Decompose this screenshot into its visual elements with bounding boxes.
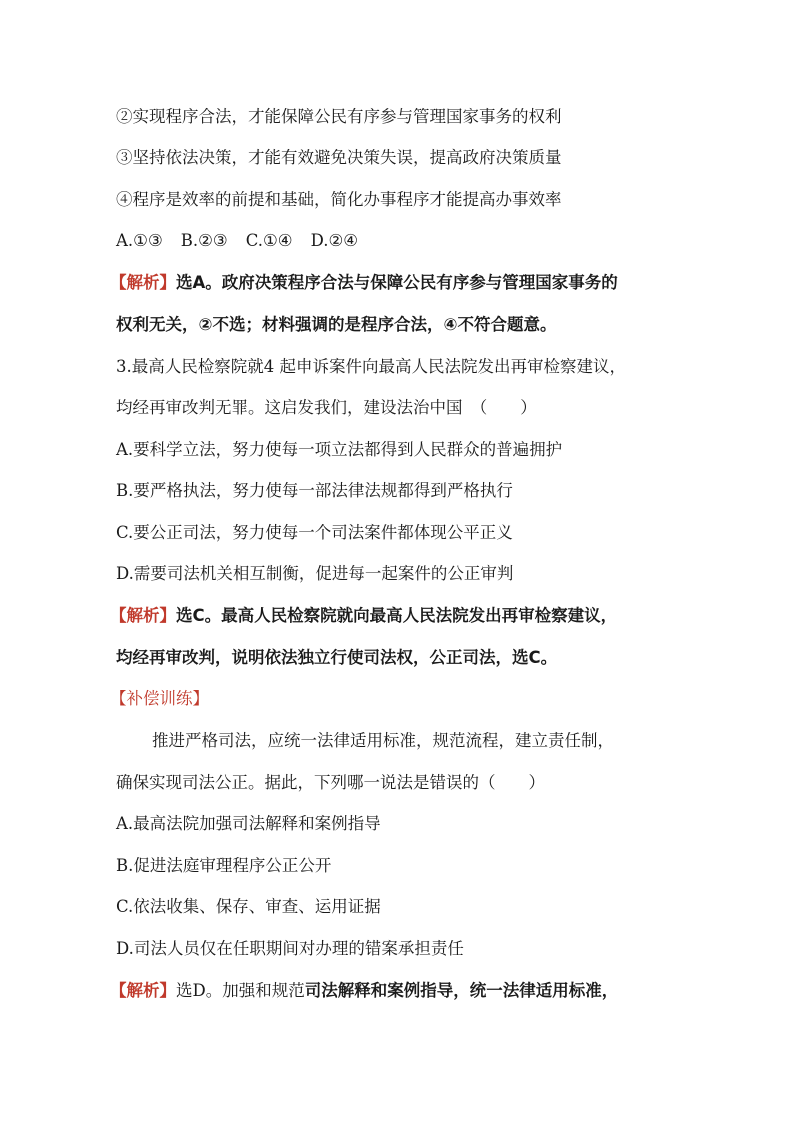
q3-option-c[interactable]: C.要公正司法，努力使每一个司法案件都体现公平正义 — [116, 523, 513, 542]
q2-options — [116, 230, 358, 252]
q2-option-c[interactable]: C.①④ — [245, 231, 293, 250]
q3-analysis-tag: 【解析】 — [110, 606, 176, 625]
supplement-option-c[interactable]: C.依法收集、保存、审查、运用证据 — [116, 897, 381, 916]
q3-option-a[interactable]: A.要科学立法，努力使每一项立法都得到人民群众的普遍拥护 — [116, 440, 563, 459]
q2-option-d[interactable]: D.②④ — [310, 231, 359, 250]
supplement-tag: 【补偿训练】 — [110, 689, 209, 708]
q3-option-d[interactable]: D.需要司法机关相互制衡，促进每一起案件的公正审判 — [116, 564, 514, 583]
q3-stem-line-1: 3.最高人民检察院就4 起申诉案件向最高人民法院发出再审检察建议， — [116, 357, 626, 376]
q3-stem-line-2: 均经再审改判无罪。这启发我们，建设法治中国 （ ） — [116, 398, 537, 417]
q2-item-4: ④程序是效率的前提和基础，简化办事程序才能提高办事效率 — [116, 190, 562, 209]
supplement-stem-line-2: 确保实现司法公正。据此，下列哪一说法是错误的（ ） — [116, 773, 545, 792]
q2-analysis-tag: 【解析】 — [110, 273, 176, 292]
q2-analysis-line-2: 权利无关，②不选；材料强调的是程序合法，④不符合题意。 — [116, 315, 557, 334]
supplement-analysis-prefix: 选D。加强和规范 — [176, 981, 305, 1000]
supplement-analysis-bold: 司法解释和案例指导，统一法律适用标准， — [304, 981, 619, 1000]
supplement-stem-line-1: 推进严格司法，应统一法律适用标准，规范流程，建立责任制， — [152, 731, 614, 750]
q3-analysis-line-1 — [110, 605, 617, 627]
supplement-option-b[interactable]: B.促进法庭审理程序公正公开 — [116, 856, 332, 875]
supplement-analysis-line-1 — [110, 980, 618, 1002]
q2-option-a[interactable]: A.①③ — [116, 231, 163, 250]
q2-option-b[interactable]: B.②③ — [180, 231, 228, 250]
q3-option-b[interactable]: B.要严格执法，努力使每一部法律法规都得到严格执行 — [116, 481, 513, 500]
q3-analysis-text-1: 选C。最高人民检察院就向最高人民法院发出再审检察建议， — [176, 606, 618, 625]
supplement-option-a[interactable]: A.最高法院加强司法解释和案例指导 — [116, 814, 381, 833]
supplement-option-d[interactable]: D.司法人员仅在任职期间对办理的错案承担责任 — [116, 939, 464, 958]
q2-analysis-line-1 — [110, 272, 618, 294]
q3-analysis-line-2: 均经再审改判，说明依法独立行使司法权，公正司法，选C。 — [116, 648, 558, 667]
supplement-heading — [110, 688, 209, 710]
q2-item-2: ②实现程序合法，才能保障公民有序参与管理国家事务的权利 — [116, 107, 562, 126]
q2-analysis-text-1: 选A。政府决策程序合法与保障公民有序参与管理国家事务的 — [176, 273, 618, 292]
q2-item-3: ③坚持依法决策，才能有效避免决策失误，提高政府决策质量 — [116, 148, 562, 167]
supplement-analysis-tag: 【解析】 — [110, 981, 176, 1000]
